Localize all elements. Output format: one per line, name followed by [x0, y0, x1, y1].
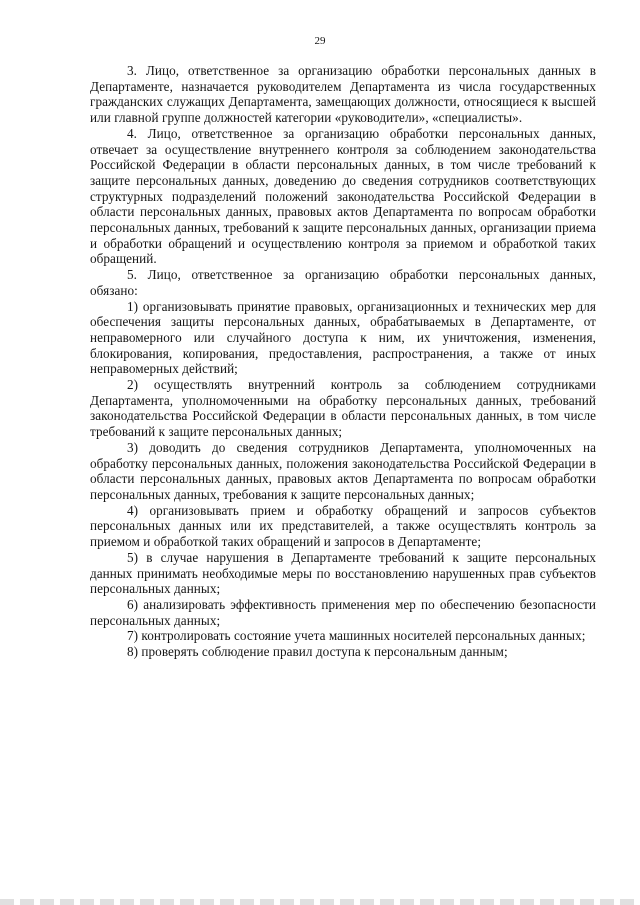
paragraph-5: 5. Лицо, ответственное за организацию обработки персональных данных, обязано: [90, 267, 596, 298]
page-number: 29 [314, 35, 326, 47]
list-item-2: 2) осуществлять внутренний контроль за соблюдением сотрудниками Департамента, уполномоченными на обработку персональных данных, требований законодательства Российской Федерации в области персональных данных, в том числе требований к защите персональных данных; [90, 377, 596, 440]
list-item-4: 4) организовывать прием и обработку обращений и запросов субъектов персональных данных или их представителей, а также осуществлять контроль за приемом и обработкой таких обращений и запросов в Департаменте; [90, 502, 596, 550]
list-item-5: 5) в случае нарушения в Департаменте требований к защите персональных данных принимать необходимые меры по восстановлению нарушенных прав субъектов персональных данных; [90, 549, 596, 597]
list-item-3: 3) доводить до сведения сотрудников Департамента, уполномоченных на обработку персональных данных, положения законодательства Российской Федерации в области персональных данных, правовых актов Департамента по вопросам обработки персональных данных, требования к защите персональных данных; [90, 439, 596, 502]
paragraph-3: 3. Лицо, ответственное за организацию обработки персональных данных в Департаменте, назначается руководителем Департамента из числа государственных гражданских служащих Департамента, замещающих должности, относящиеся к высшей или главной группе должностей категории «руководители», «специалисты». [90, 63, 596, 126]
document-body [90, 63, 596, 660]
list-item-1: 1) организовывать принятие правовых, организационных и технических мер для обеспечения защиты персональных данных, обрабатываемых в Департаменте, от неправомерного или случайного доступа к ним, их уничтожения, изменения, блокирования, копирования, предоставления, распространения, а также от иных неправомерных действий; [90, 298, 596, 377]
list-item-6: 6) анализировать эффективность применения мер по обеспечению безопасности персональных данных; [90, 596, 596, 628]
paragraph-4: 4. Лицо, ответственное за организацию обработки персональных данных, отвечает за осуществление внутреннего контроля за соблюдением законодательства Российской Федерации в области персональных данных, в том числе требований к защите персональных данных, доведению до сведения сотрудников соответствующих структурных подразделений положений законодательства Российской Федерации в области персональных данных, правовых актов Департамента по вопросам обработки персональных данных, требований к защите персональных данных, организации приема и обработки обращений и осуществлению контроля за приемом и обработкой таких обращений. [90, 125, 596, 267]
scan-edge-artifact [0, 899, 640, 905]
list-item-8: 8) проверять соблюдение правил доступа к персональным данным; [127, 644, 508, 660]
list-item-7: 7) контролировать состояние учета машинных носителей персональных данных; [127, 628, 586, 644]
